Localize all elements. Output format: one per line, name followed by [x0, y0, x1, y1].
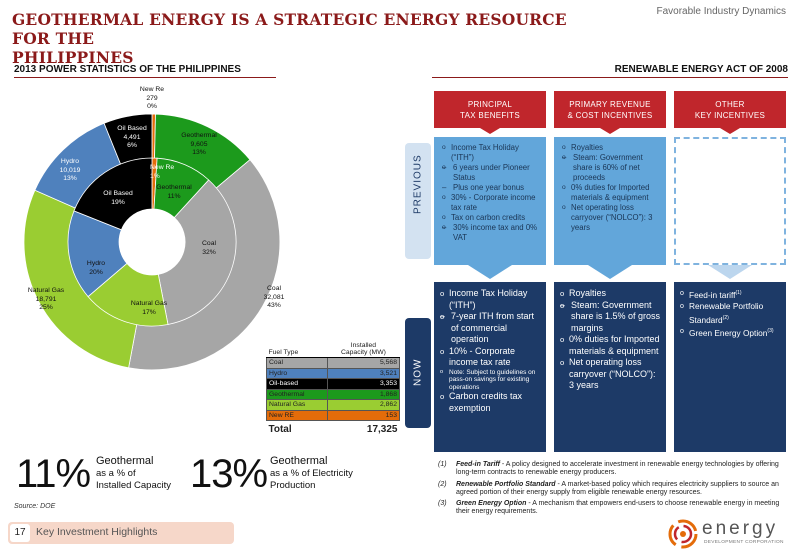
table-total-row: Total 17,325 — [267, 421, 400, 437]
table-header-capacity: Installed Capacity (MW) — [327, 341, 399, 358]
footnotes — [438, 461, 794, 520]
table-row: Natural Gas 2,862 — [267, 400, 400, 411]
outer-label-naturalgas: Natural Gas 18,791 25% — [27, 287, 65, 311]
stat-installed-caption: Geothermal as a % of Installed Capacity — [96, 455, 171, 491]
table-row: Oil-based 3,353 — [267, 379, 400, 390]
footnote-item: (2) Renewable Portfolio Standard - A market-based policy which requires electricity suppliers to source an agreed portion of their energy supply from eligible renewable energy resources. — [438, 480, 779, 496]
inner-label-newre: New Re 1% — [150, 164, 175, 180]
outer-label-oilbased: Oil Based 4,491 6% — [117, 125, 147, 149]
stat-production-caption: Geothermal as a % of Electricity Production — [270, 455, 353, 491]
table-row: New RE 153 — [267, 410, 400, 421]
footer-bar — [8, 522, 234, 544]
installed-capacity-table — [266, 341, 400, 436]
table-row: Hydro 3,521 — [267, 368, 400, 379]
prev-revenue-cost: o Royalties – o Steam: Government share is 60% of net proceeds o 0% duties for Imported materials & equipment o Net operating loss carryover (“NOLCO”): 3 years — [554, 137, 666, 265]
outer-label-geothermal: Geothermal 9,605 13% — [181, 132, 217, 156]
title-line-2: PHILIPPINES — [12, 48, 134, 67]
footnote-item: (1) Feed-in Tariff - A policy designed to accelerate investment in renewable energy technologies by offering long-term contracts to renewable energy producers. — [438, 461, 779, 477]
now-revenue-cost: o Royalties – o Steam: Government share is 1.5% of gross margins o 0% duties for Imported materials & equipment o Net operating loss carryover (“NOLCO”): 3 years — [554, 282, 666, 452]
edc-logo — [668, 518, 796, 550]
inner-label-naturalgas: Natural Gas 17% — [130, 300, 168, 316]
now-other-incentives: o Feed-in tariff$^{(1)}$ o Renewable Portfolio Standard$^{(2)}$ o Green Energy Option$^{(3)}$ — [674, 282, 786, 452]
outer-label-hydro: Hydro 10,019 13% — [59, 158, 81, 182]
outer-label-coal: Coal 32,081 43% — [263, 285, 285, 309]
logo-word: energy — [702, 518, 779, 539]
stat-production-pct: 13% — [190, 452, 268, 496]
footnote-item: (3) Green Energy Option - A mechanism that empowers end-users to choose renewable energy in meeting their energy requirements. — [438, 500, 780, 516]
inner-label-hydro: Hydro 20% — [86, 260, 106, 276]
table-row: Geothermal 1,868 — [267, 389, 400, 400]
power-stats-heading: 2013 POWER STATISTICS OF THE PHILIPPINES — [14, 64, 276, 78]
outer-label-newre: New Re 279 0% — [139, 86, 165, 110]
now-tax-benefits: o Income Tax Holiday (“ITH”) – o 7-year ITH from start of commercial operation o 10% - Corporate income tax rate o Note: Subject to guidelines on pass-on savings for existing operations o Carbon credits tax exemption — [434, 282, 546, 452]
prev-other-empty — [674, 137, 786, 265]
col-head-tax-benefits: PRINCIPAL TAX BENEFITS — [434, 91, 546, 128]
arrow-down-icon — [708, 265, 752, 279]
inner-label-coal: Coal 32% — [202, 240, 216, 256]
stat-installed-pct: 11% — [16, 452, 91, 496]
source-note: Source: DOE — [14, 503, 56, 510]
logo-sub: DEVELOPMENT CORPORATION — [704, 540, 784, 545]
arrow-down-icon — [588, 265, 632, 279]
re-act-heading: RENEWABLE ENERGY ACT OF 2008 — [432, 64, 788, 78]
col-head-other-incentives: OTHER KEY INCENTIVES — [674, 91, 786, 128]
table-row: Coal 5,568 — [267, 358, 400, 369]
arrow-down-icon — [468, 265, 512, 279]
swirl-logo-icon — [668, 519, 698, 549]
inner-label-oilbased: Oil Based 19% — [103, 190, 133, 206]
col-head-revenue-cost: PRIMARY REVENUE & COST INCENTIVES — [554, 91, 666, 128]
tagline: Favorable Industry Dynamics — [656, 6, 786, 17]
title-line-1: GEOTHERMAL ENERGY IS A STRATEGIC ENERGY RESOURCE FOR THE — [12, 10, 567, 48]
tab-previous: PREVIOUS — [405, 143, 431, 259]
page-number: 17 — [10, 524, 30, 542]
tab-now: NOW — [405, 318, 431, 428]
footer-title: Key Investment Highlights — [36, 526, 158, 538]
table-header-fuel-type: Fuel Type — [267, 341, 328, 358]
inner-label-geothermal: Geothermal 11% — [156, 184, 192, 200]
page-title — [12, 10, 572, 67]
prev-tax-benefits: o Income Tax Holiday (“ITH”) – o 6 years under Pioneer Status – Plus one year bonus o 30% - Corporate income tax rate o Tax on carbon credits – o 30% income tax and 0% VAT — [434, 137, 546, 265]
